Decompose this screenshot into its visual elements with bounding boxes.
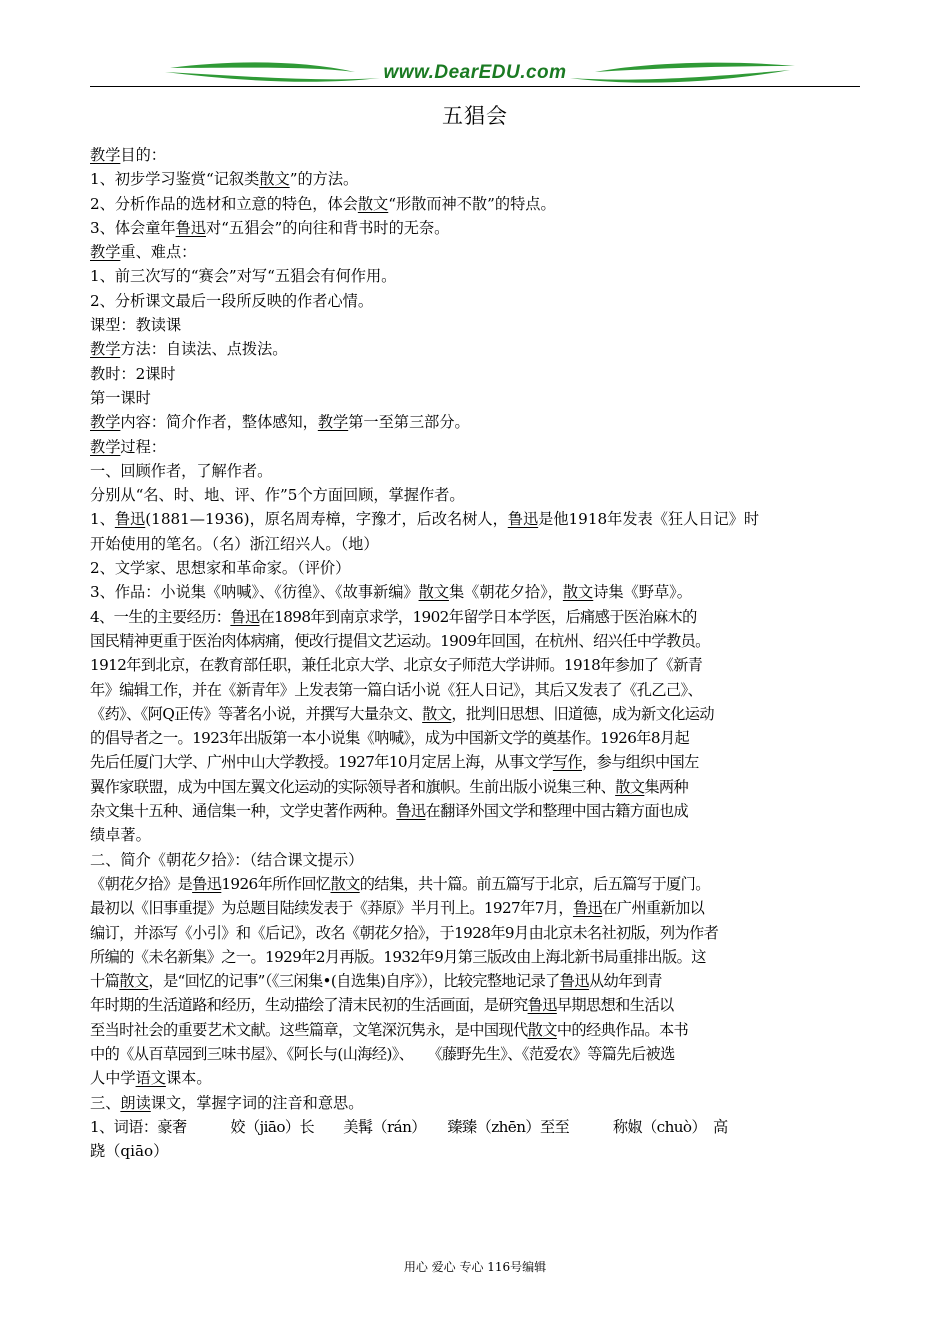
text-line [90, 556, 860, 580]
underlined-term: 鲁迅 [230, 607, 260, 626]
text-line [90, 629, 860, 653]
text-segment: 中的经典作品。本书 [556, 1020, 689, 1039]
text-segment: 在1898年到南京求学，1902年留学日本学医，后痛感于医治麻木的 [259, 607, 697, 626]
text-segment: 开始使用的笔名。（名）浙江绍兴人。（地） [90, 534, 379, 553]
page-title: 五猖会 [442, 104, 508, 128]
text-line [90, 921, 860, 945]
text-segment: 1、 [90, 510, 115, 529]
text-line [90, 192, 860, 216]
text-line [90, 823, 860, 847]
text-segment: 集《朝花夕拾》， [448, 583, 563, 602]
text-segment: 是他1918年发表《狂人日记》时 [538, 510, 760, 529]
text-line [90, 872, 860, 896]
text-line [90, 362, 860, 386]
underlined-term: 鲁迅 [572, 899, 603, 918]
text-line [90, 945, 860, 969]
text-segment: 跷（qiāo） [90, 1142, 169, 1161]
text-segment: 《药》、《阿Q正传》等著名小说，并撰写大量杂文、 [90, 704, 423, 723]
text-line [90, 313, 860, 337]
text-segment: 《朝花夕拾》是 [90, 874, 193, 893]
text-segment: 3、体会童年 [90, 218, 176, 237]
text-segment: ，批判旧思想、旧道德，成为新文化运动 [451, 704, 714, 723]
text-segment: 内容：简介作者，整体感知， [120, 413, 318, 432]
text-line [90, 1042, 860, 1066]
page-footer: 用心 爱心 专心 116号编辑 [403, 1260, 547, 1274]
text-line [90, 143, 860, 167]
text-line [90, 702, 860, 726]
text-segment: 人中学 [90, 1069, 136, 1088]
text-segment: 诗集《野草》。 [593, 583, 692, 602]
text-line [90, 337, 860, 361]
underlined-term: 散文 [418, 583, 449, 602]
text-segment: “形散而神不散”的特点。 [388, 194, 556, 213]
text-segment: 目的： [120, 146, 166, 164]
text-segment: 中的《从百草园到三味书屋》、《阿长与(山海经)》、 《藤野先生》、《范爱农》等篇先后被选 [90, 1044, 675, 1063]
text-segment: 分别从“名、时、地、评、作”5个方面回顾，掌握作者。 [90, 486, 465, 505]
text-line [90, 216, 860, 240]
text-segment: 第一课时 [90, 388, 151, 407]
text-segment: 教时：2课时 [90, 364, 176, 383]
text-line [90, 750, 860, 774]
text-segment: ”的方法。 [289, 170, 359, 189]
underlined-term: 教学 [90, 146, 121, 164]
text-segment: ，是“回忆的记事”（《三闲集•(自选集)自序》），比较完整地记录了 [148, 972, 560, 991]
text-segment: 集两种 [644, 777, 689, 796]
text-segment: 2、分析课文最后一段所反映的作者心情。 [90, 291, 374, 310]
text-segment: 所编的《未名新集》之一。1929年2月再版。1932年9月第三版改由上海北新书局重排出版。这 [90, 947, 706, 966]
text-segment: 1、前三次写的“赛会”对写“五猖会有何作用。 [90, 267, 397, 286]
text-segment: 最初以《旧事重提》为总题目陆续发表于《莽原》半月刊上。1927年7月， [90, 899, 573, 918]
text-line [90, 726, 860, 750]
text-line [90, 264, 860, 288]
text-segment: 早期思想和生活以 [556, 996, 674, 1015]
text-segment: 年时期的生活道路和经历，生动描绘了清末民初的生活画面，是研究 [90, 996, 528, 1015]
underlined-term: 散文 [119, 972, 149, 991]
underlined-term: 鲁迅 [114, 510, 146, 529]
underlined-term: 语文 [135, 1069, 166, 1088]
text-segment: 对“五猖会”的向往和背书时的无奈。 [205, 218, 450, 237]
text-line [90, 848, 860, 872]
underlined-term: 鲁迅 [396, 802, 426, 821]
text-segment: 从幼年到青 [588, 972, 662, 991]
text-segment: 课本。 [165, 1069, 212, 1088]
underlined-term: 教学 [90, 340, 121, 359]
underlined-term: 散文 [527, 1020, 557, 1039]
text-segment: 课文，掌握字词的注音和意思。 [150, 1093, 364, 1112]
text-segment: 先后任厦门大学、广州中山大学教授。1927年10月定居上海，从事文学 [90, 753, 553, 772]
text-line [90, 507, 860, 531]
text-segment: 的倡导者之一。1923年出版第一本小说集《呐喊》，成为中国新文学的奠基作。1926年8月起 [90, 729, 690, 748]
text-segment: 1、词语：豪奢 姣（jiāo）长 美髯（rán） 臻臻（zhēn）至至 称婌（chuò） 高 [90, 1117, 728, 1136]
text-line [90, 678, 860, 702]
underlined-term: 教学 [90, 243, 121, 262]
text-line [90, 1139, 860, 1163]
text-segment: 4、一生的主要经历： [90, 607, 231, 626]
text-segment: 三、 [90, 1093, 121, 1112]
text-segment: 1926年所作回忆 [221, 874, 331, 893]
underlined-term: 鲁迅 [192, 874, 222, 893]
underlined-term: 鲁迅 [175, 218, 206, 237]
header-rule [90, 86, 860, 87]
underlined-term: 教学 [90, 437, 121, 456]
underlined-term: 教学 [317, 413, 349, 432]
text-line [90, 386, 860, 410]
document-body [90, 143, 860, 1163]
text-segment: 3、作品：小说集《呐喊》、《彷徨》、《故事新编》 [90, 583, 419, 602]
text-line [90, 289, 860, 313]
text-line [90, 435, 860, 459]
text-line [90, 240, 860, 264]
text-segment: 1912年到北京，在教育部任职，兼任北京大学、北京女子师范大学讲师。1918年参加了《新青 [90, 656, 703, 675]
text-segment: 第一至第三部分。 [348, 413, 470, 432]
text-segment: 国民精神更重于医治肉体病痛，便改行提倡文艺运动。1909年回国，在杭州、绍兴任中学教员。 [90, 631, 710, 650]
text-segment: 一、回顾作者，了解作者。 [90, 461, 273, 480]
text-line [90, 1115, 860, 1139]
site-url: www.DearEDU.com [383, 62, 567, 83]
underlined-term: 朗读 [120, 1093, 151, 1112]
text-line [90, 993, 860, 1017]
underlined-term: 鲁迅 [559, 972, 589, 991]
text-segment: ，参与组织中国左 [582, 753, 699, 772]
underlined-term: 教学 [90, 413, 121, 432]
underlined-term: 鲁迅 [507, 510, 539, 529]
text-segment: 绩卓著。 [90, 826, 151, 845]
text-segment: 十篇 [90, 972, 120, 991]
text-line [90, 580, 860, 604]
text-line [90, 459, 860, 483]
text-line [90, 799, 860, 823]
text-line [90, 483, 860, 507]
text-segment: 在翻译外国文学和整理中国古籍方面也成 [425, 802, 689, 821]
text-line [90, 1018, 860, 1042]
text-segment: 1、初步学习鉴赏“记叙类 [90, 170, 260, 189]
underlined-term: 散文 [259, 170, 290, 189]
text-segment: 翼作家联盟，成为中国左翼文化运动的实际领导者和旗帜。生前出版小说集三种、 [90, 777, 616, 796]
text-line [90, 532, 860, 556]
underlined-term: 散文 [330, 874, 360, 893]
text-line [90, 653, 860, 677]
text-line [90, 167, 860, 191]
text-segment: 2、分析作品的选材和立意的特色，体会 [90, 194, 358, 213]
text-segment: 二、简介《朝花夕拾》：（结合课文提示） [90, 850, 364, 869]
underlined-term: 写作 [552, 753, 583, 772]
text-segment: 杂文集十五种、通信集一种，文学史著作两种。 [90, 802, 397, 821]
text-line [90, 410, 860, 434]
underlined-term: 鲁迅 [527, 996, 557, 1015]
text-segment: 的结集，共十篇。前五篇写于北京，后五篇写于厦门。 [359, 874, 710, 893]
underlined-term: 散文 [357, 194, 389, 213]
text-line [90, 775, 860, 799]
text-segment: 重、难点： [120, 243, 197, 262]
text-line [90, 1091, 860, 1115]
text-segment: 2、文学家、思想家和革命家。（评价） [90, 559, 351, 578]
text-segment: 课型：教读课 [90, 316, 182, 335]
text-segment: (1881—1936)，原名周寿樟，字豫才，后改名树人， [145, 510, 508, 529]
text-line [90, 969, 860, 993]
text-segment: 至当时社会的重要艺术文献。这些篇章，文笔深沉隽永，是中国现代 [90, 1020, 528, 1039]
text-line [90, 1066, 860, 1090]
underlined-term: 散文 [562, 583, 594, 602]
text-segment: 在广州重新加以 [602, 899, 705, 918]
text-line [90, 605, 860, 629]
text-line [90, 896, 860, 920]
text-segment: 过程： [120, 437, 166, 456]
underlined-term: 散文 [615, 777, 645, 796]
underlined-term: 散文 [422, 704, 452, 723]
text-segment: 方法：自读法、点拨法。 [120, 340, 288, 359]
text-segment: 编订，并添写《小引》和《后记》，改名《朝花夕拾》，于1928年9月由北京未名社初版，列为作者 [90, 923, 719, 942]
text-segment: 年》编辑工作，并在《新青年》上发表第一篇白话小说《狂人日记》，其后又发表了《孔乙己》、 [90, 680, 703, 699]
